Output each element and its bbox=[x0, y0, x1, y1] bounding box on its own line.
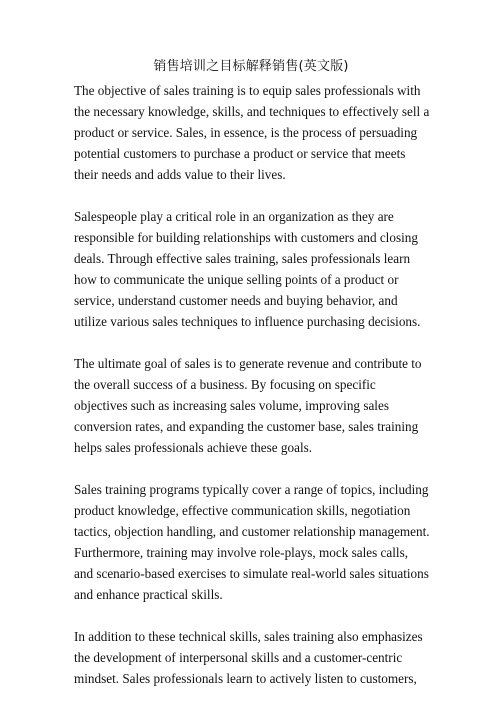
text-line: and scenario-based exercises to simulate real-world sales situations bbox=[74, 566, 429, 581]
text-line: conversion rates, and expanding the customer base, sales training bbox=[74, 419, 419, 434]
text-line: objectives such as increasing sales volume, improving sales bbox=[74, 398, 389, 413]
text-line: responsible for building relationships with customers and closing bbox=[74, 230, 418, 245]
text-line: and enhance practical skills. bbox=[74, 587, 223, 602]
paragraph-5 bbox=[74, 626, 429, 689]
text-line: potential customers to purchase a product or service that meets bbox=[74, 146, 406, 161]
text-line: helps sales professionals achieve these goals. bbox=[74, 440, 313, 455]
text-line: their needs and adds value to their lives. bbox=[74, 167, 286, 182]
text-line: the overall success of a business. By focusing on specific bbox=[74, 377, 376, 392]
text-line: In addition to these technical skills, sales training also emphasizes bbox=[74, 629, 423, 644]
text-line: utilize various sales techniques to influence purchasing decisions. bbox=[74, 314, 421, 329]
text-line: service, understand customer needs and buying behavior, and bbox=[74, 293, 398, 308]
text-line: the necessary knowledge, skills, and techniques to effectively sell a bbox=[74, 104, 430, 119]
text-line: mindset. Sales professionals learn to actively listen to customers, bbox=[74, 671, 417, 686]
document-body bbox=[74, 80, 429, 710]
paragraph-4 bbox=[74, 479, 429, 605]
text-line: The objective of sales training is to equip sales professionals with bbox=[74, 83, 421, 98]
text-line: the development of interpersonal skills and a customer-centric bbox=[74, 650, 403, 665]
text-line: Furthermore, training may involve role-plays, mock sales calls, bbox=[74, 545, 408, 560]
document-title: 销售培训之目标解释销售(英文版) bbox=[153, 59, 349, 74]
paragraph-2 bbox=[74, 206, 429, 332]
text-line: Sales training programs typically cover a range of topics, including bbox=[74, 482, 429, 497]
text-line: how to communicate the unique selling points of a product or bbox=[74, 272, 399, 287]
text-line: product or service. Sales, in essence, is the process of persuading bbox=[74, 125, 418, 140]
text-line: product knowledge, effective communication skills, negotiation bbox=[74, 503, 411, 518]
paragraph-1 bbox=[74, 80, 429, 185]
text-line: The ultimate goal of sales is to generate revenue and contribute to bbox=[74, 356, 422, 371]
text-line: deals. Through effective sales training, sales professionals learn bbox=[74, 251, 411, 266]
paragraph-3 bbox=[74, 353, 429, 458]
text-line: tactics, objection handling, and customer relationship management. bbox=[74, 524, 430, 539]
text-line: Salespeople play a critical role in an organization as they are bbox=[74, 209, 394, 224]
